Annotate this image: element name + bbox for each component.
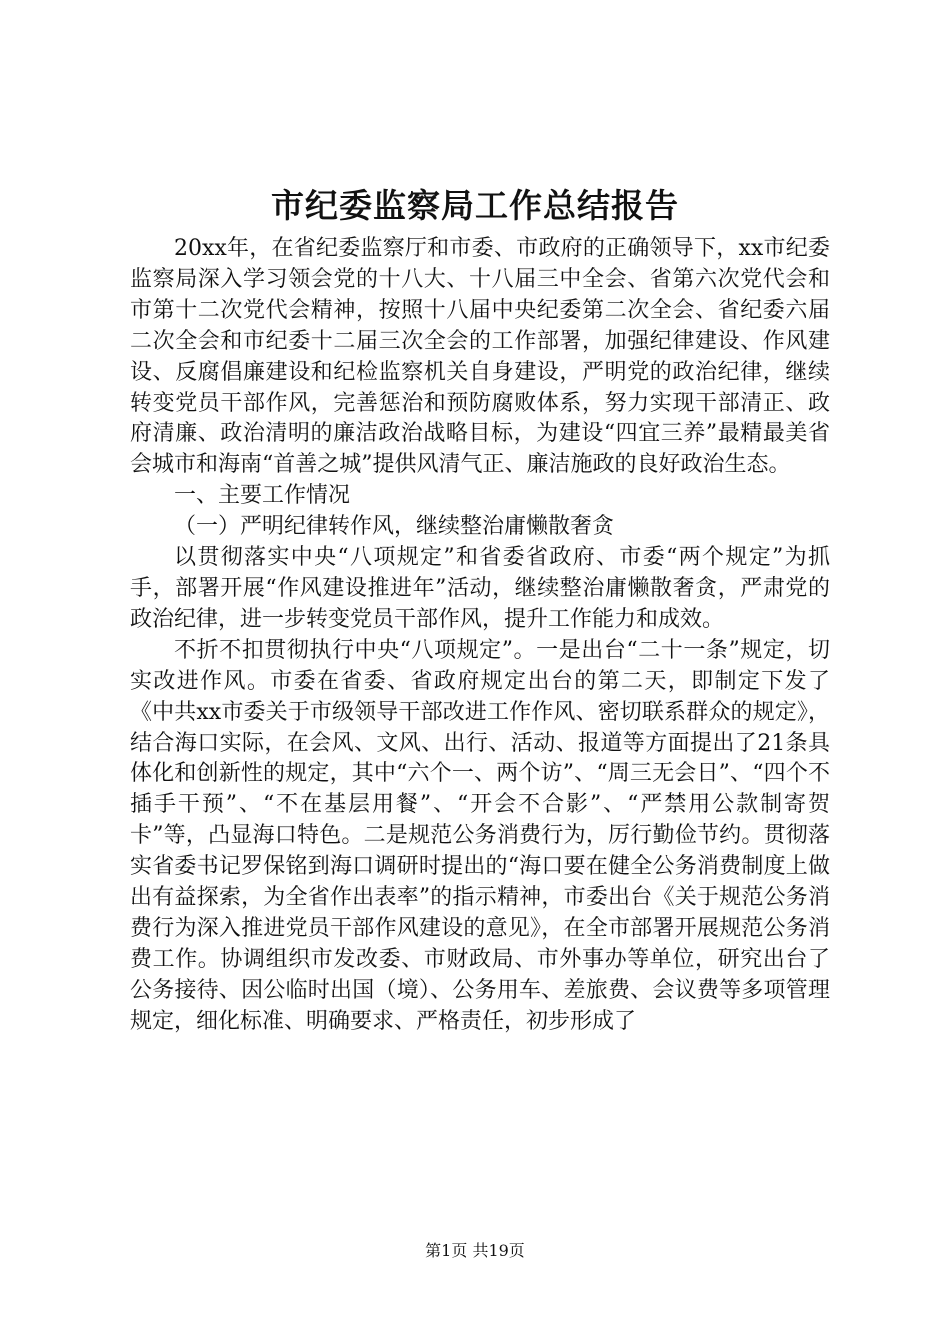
- document-title: 市纪委监察局工作总结报告: [271, 186, 679, 225]
- body-paragraph: 不折不扣贯彻执行中央“八项规定”。一是出台“二十一条”规定，切实改进作风。市委在省委、省政府规定出台的第二天，即制定下发了《中共xx市委关于市级领导干部改进工作作风、密切联系群众的规定》，结合海口实际，在会风、文风、出行、活动、报道等方面提出了21条具体化和创新性的规定，其中“六个一、两个访”、“周三无会日”、“四个不插手干预”、“不在基层用餐”、“开会不合影”、“严禁用公款制寄贺卡”等，凸显海口特色。二是规范公务消费行为，厉行勤俭节约。贯彻落实省委书记罗保铭到海口调研时提出的“海口要在健全公务消费制度上做出有益探索，为全省作出表率”的指示精神，市委出台《关于规范公务消费行为深入推进党员干部作风建设的意见》，在全市部署开展规范公务消费工作。协调组织市发改委、市财政局、市外事办等单位，研究出台了公务接待、因公临时出国（境）、公务用车、差旅费、会议费等多项管理规定，细化标准、明确要求、严格责任，初步形成了: [130, 637, 831, 1034]
- section-heading: 一、主要工作情况: [174, 483, 351, 509]
- body-paragraph: 以贯彻落实中央“八项规定”和省委省政府、市委“两个规定”为抓手，部署开展“作风建设推进年”活动，继续整治庸懒散奢贪，严肃党的政治纪律，进一步转变党员干部作风，提升工作能力和成效。: [130, 545, 830, 632]
- subsection-heading: （一）严明纪律转作风，继续整治庸懒散奢贪: [174, 514, 615, 540]
- document-body: [130, 234, 830, 1038]
- intro-paragraph: 20xx年，在省纪委监察厅和市委、市政府的正确领导下，xx市纪委监察局深入学习领会党的十八大、十八届三中全会、省第六次党代会和市第十二次党代会精神，按照十八届中央纪委第二次全会、省纪委六届二次全会和市纪委十二届三次全会的工作部署，加强纪律建设、作风建设、反腐倡廉建设和纪检监察机关自身建设，严明党的政治纪律，继续转变党员干部作风，完善惩治和预防腐败体系，努力实现干部清正、政府清廉、政治清明的廉洁政治战略目标，为建设“四宜三养”最精最美省会城市和海南“首善之城”提供风清气正、廉洁施政的良好政治生态。: [130, 236, 830, 478]
- page-number-footer: 第1页 共19页: [425, 1241, 525, 1260]
